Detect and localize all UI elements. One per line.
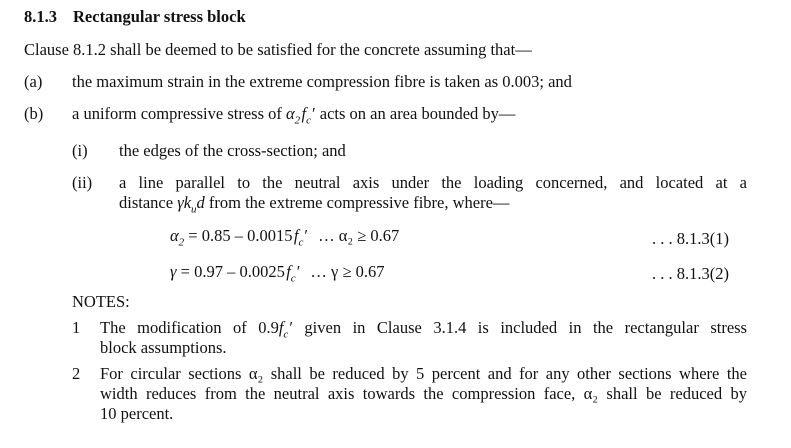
fc-symbol: $f_c'$ (278, 318, 293, 341)
subitem-ii-line2 (119, 193, 510, 216)
equation-1 (170, 226, 400, 249)
gamma-symbol: γ (170, 262, 177, 281)
note-2-line3: 10 percent. (100, 404, 174, 423)
subitem-ii-line2-before: distance (119, 193, 174, 212)
note-2-line2: width reduces from the neutral axis towards the compression face, α₂ shall be reduced by (100, 384, 747, 403)
note-1-line1 (100, 318, 747, 341)
section-number: 8.1.3 (24, 7, 57, 26)
equation-1-rhs: = 0.85 – 0.0015 (188, 226, 293, 245)
item-a-label: (a) (24, 72, 43, 91)
notes-heading: NOTES: (72, 292, 130, 311)
subitem-ii-label: (ii) (72, 173, 93, 192)
note-2-number: 2 (72, 364, 81, 383)
note-2-line1: For circular sections α₂ shall be reduced by 5 percent and for any other sections where the (100, 364, 747, 383)
gamma-ku-d-symbol: $\gamma k_ud$ (177, 193, 205, 216)
equation-2-ref: . . . 8.1.3(2) (652, 264, 729, 283)
intro-text: Clause 8.1.2 shall be deemed to be satisfied for the concrete assuming that— (24, 40, 532, 59)
alpha2-fc-symbol: $\alpha_2$ $f_c'$ (286, 104, 316, 127)
item-b-text (72, 104, 516, 127)
item-b-text-after: acts on an area bounded by— (319, 104, 516, 123)
item-b-label: (b) (24, 104, 44, 123)
note-1-line1-after: given in Clause 3.1.4 is included in the rectangular stress (304, 318, 747, 337)
fc-symbol: $f_c'$ (284, 262, 301, 285)
note-1-number: 1 (72, 318, 81, 337)
subitem-ii-line2-after: from the extreme compressive fibre, where— (208, 193, 510, 212)
equation-2-rhs: = 0.97 – 0.0025 (180, 262, 285, 281)
subitem-i-label: (i) (72, 141, 88, 160)
subitem-i-text: the edges of the cross-section; and (119, 141, 346, 160)
item-b-text-before: a uniform compressive stress of (72, 104, 282, 123)
section-heading (24, 7, 246, 27)
equation-2-condition: … γ ≥ 0.67 (310, 262, 385, 281)
equation-2 (170, 262, 385, 285)
subitem-ii-line1: a line parallel to the neutral axis under the loading concerned, and located at a (119, 173, 747, 192)
alpha2-symbol: $\alpha_2$ (170, 226, 185, 249)
note-1-line1-before: The modification of 0.9 (100, 318, 279, 337)
equation-1-condition: … α₂ ≥ 0.67 (318, 226, 400, 245)
item-a-text: the maximum strain in the extreme compression fibre is taken as 0.003; and (72, 72, 572, 91)
section-title: Rectangular stress block (73, 7, 246, 26)
note-1-line2: block assumptions. (100, 338, 227, 357)
equation-1-ref: . . . 8.1.3(1) (652, 229, 729, 248)
fc-symbol: $f_c'$ (292, 226, 308, 249)
